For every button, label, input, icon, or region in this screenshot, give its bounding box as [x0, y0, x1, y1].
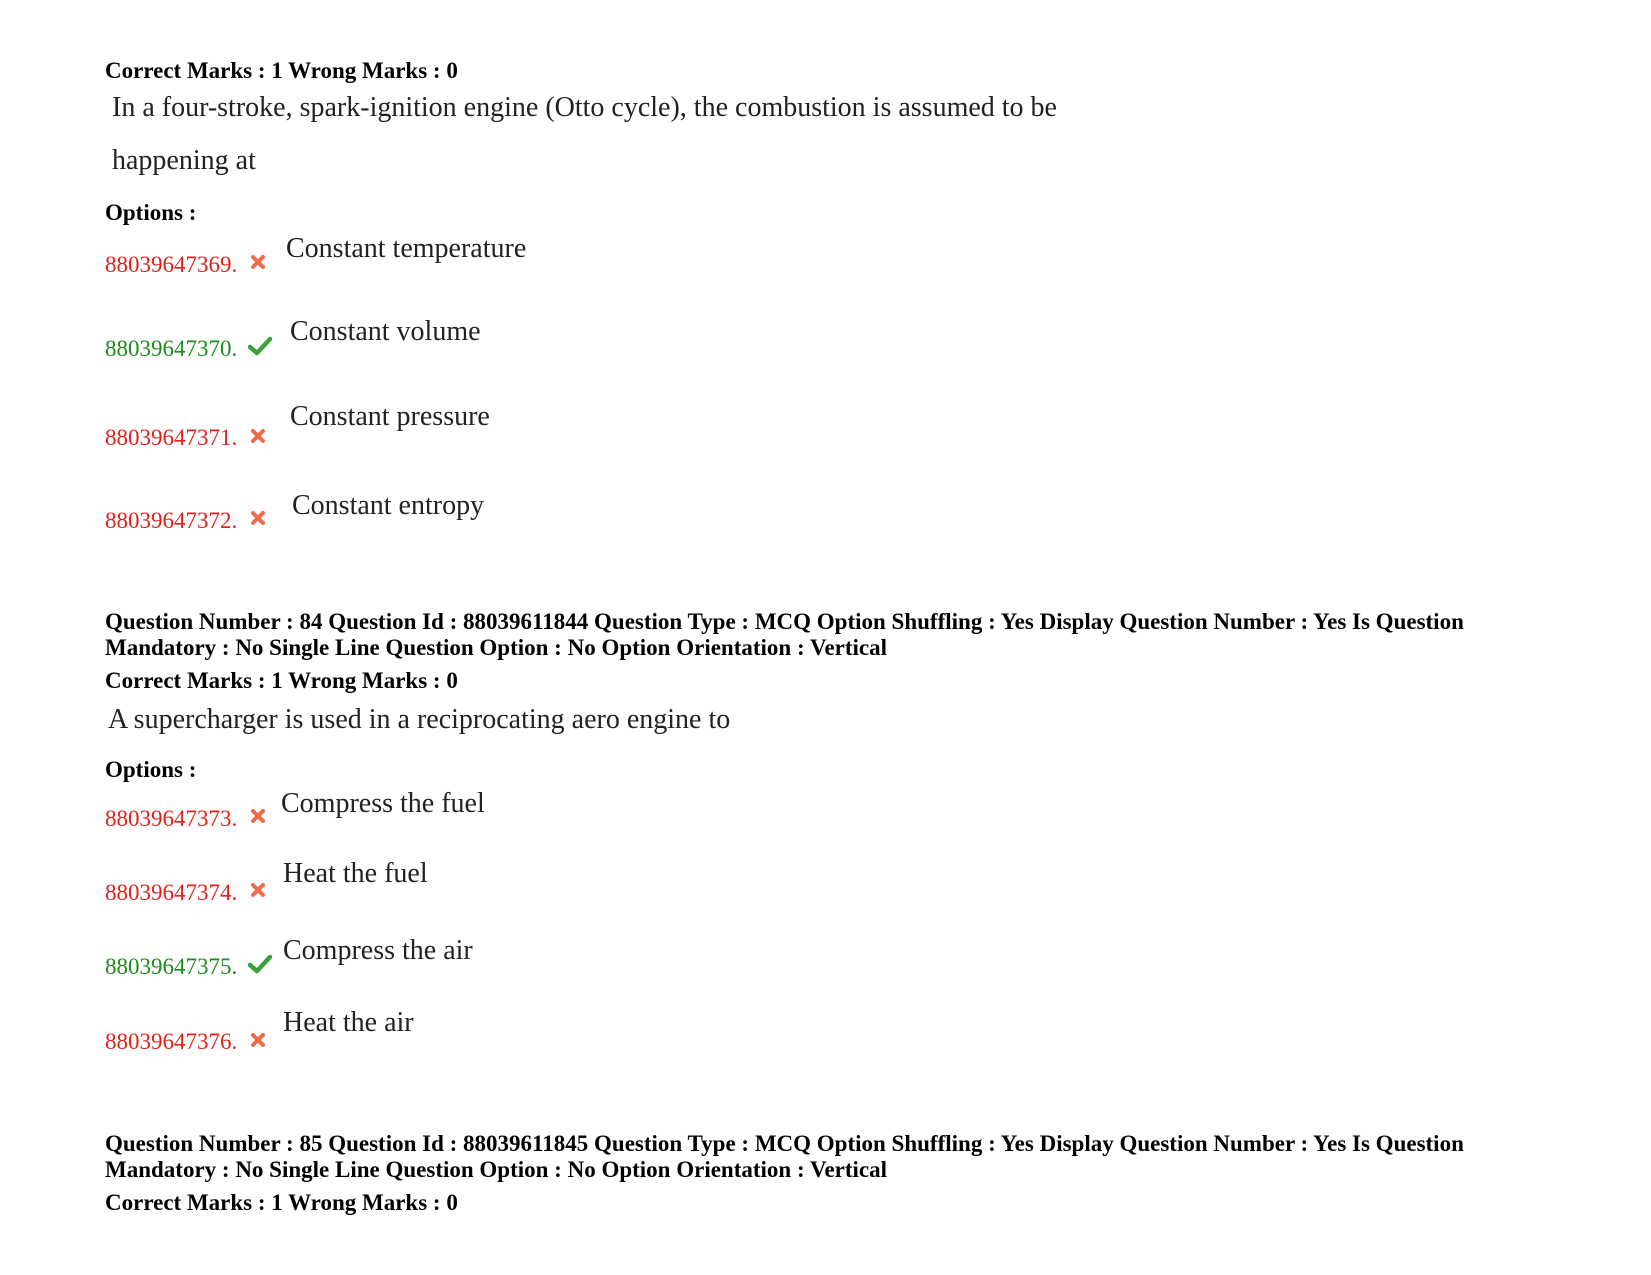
option-id: 88039647370. [105, 336, 238, 361]
cross-icon [250, 428, 266, 444]
cross-icon [250, 510, 266, 526]
q84-meta: Question Number : 84 Question Id : 88039611844 Question Type : MCQ Option Shuffling : Yes Display Question Number : Yes Is Question Mandatory : No Single Line Question Option : No Option Orientation : Vertical [105, 609, 1464, 660]
q83-text-line2: happening at [112, 145, 256, 176]
cross-icon [250, 1032, 266, 1048]
check-icon [248, 336, 272, 356]
q85-marks: Correct Marks : 1 Wrong Marks : 0 [105, 1190, 458, 1215]
option-text: Constant temperature [286, 233, 527, 264]
option-text: Heat the air [283, 1007, 414, 1038]
q84-text: A supercharger is used in a reciprocating aero engine to [108, 704, 731, 735]
option-text: Constant pressure [290, 401, 490, 432]
check-icon [248, 954, 272, 974]
option-text: Constant volume [290, 316, 481, 347]
q83-options-label: Options : [105, 200, 197, 225]
option-text: Heat the fuel [283, 858, 428, 889]
q83-text-line1: In a four-stroke, spark-ignition engine (Otto cycle), the combustion is assumed to be [112, 92, 1057, 123]
q84-options-label: Options : [105, 757, 197, 782]
option-text: Compress the air [283, 935, 473, 966]
option-id: 88039647369. [105, 252, 238, 277]
q83-marks: Correct Marks : 1 Wrong Marks : 0 [105, 58, 458, 83]
q84-marks: Correct Marks : 1 Wrong Marks : 0 [105, 668, 458, 693]
cross-icon [250, 808, 266, 824]
q85-meta: Question Number : 85 Question Id : 88039611845 Question Type : MCQ Option Shuffling : Yes Display Question Number : Yes Is Question Mandatory : No Single Line Question Option : No Option Orientation : Vertical [105, 1131, 1464, 1182]
option-id: 88039647376. [105, 1029, 238, 1054]
option-text: Constant entropy [292, 490, 485, 521]
cross-icon [250, 882, 266, 898]
option-id: 88039647371. [105, 425, 238, 450]
option-id: 88039647372. [105, 508, 238, 533]
cross-icon [250, 254, 266, 270]
option-id: 88039647375. [105, 954, 238, 979]
option-id: 88039647374. [105, 880, 238, 905]
option-id: 88039647373. [105, 806, 238, 831]
option-text: Compress the fuel [281, 788, 485, 819]
